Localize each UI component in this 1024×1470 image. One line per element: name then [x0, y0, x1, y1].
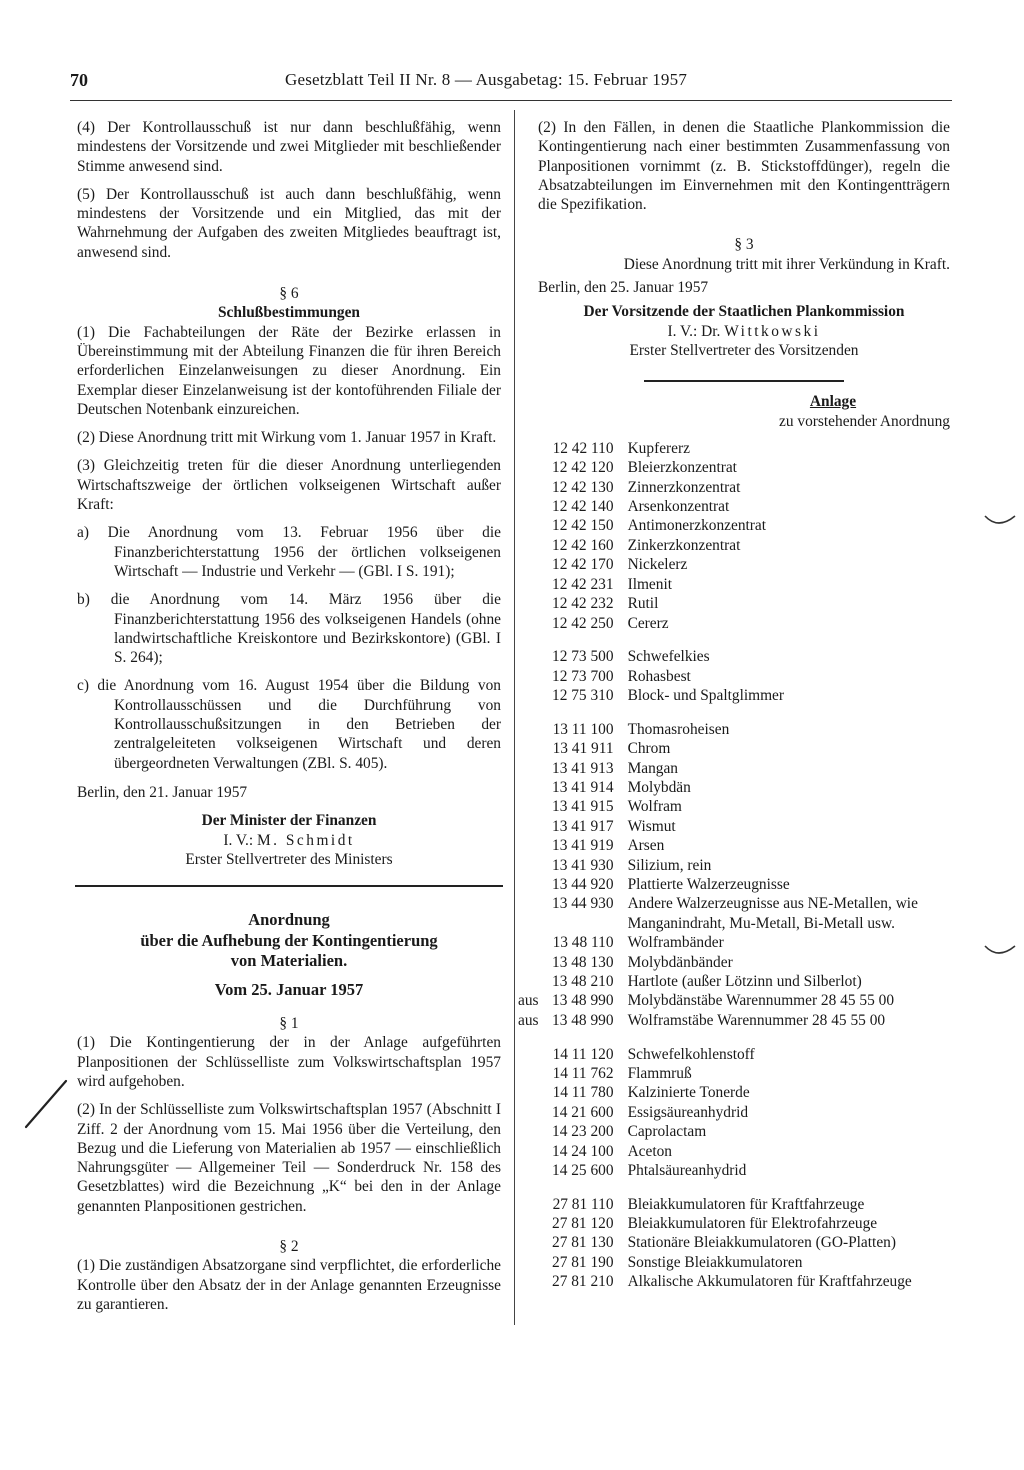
- section-2-number: § 2: [279, 1238, 299, 1256]
- item-description: Schwefelkies: [627, 648, 710, 666]
- item-description: Zinnerzkonzentrat: [627, 478, 741, 496]
- table-spacer-row: [518, 705, 953, 719]
- plan-position-code: 14 23 200: [552, 1123, 614, 1141]
- item-description: Antimonerzkonzentrat: [627, 517, 767, 535]
- item-prefix: [518, 933, 552, 952]
- list-item-b: b) die Anordnung vom 14. März 1956 über die Finanzberichterstattung 1956 des volkseigenen Handels (ohne landwirtschaftliche Kreiskontore und Bezirkskontore) (GBl. I S. 264);: [77, 591, 501, 667]
- right-column: [518, 118, 950, 1292]
- item-description: Wolframbänder: [627, 934, 724, 952]
- ordinance-title-2: über die Aufhebung der Kontingentierung: [140, 930, 438, 950]
- table-row: [518, 1161, 953, 1180]
- place-date-left: Berlin, den 21. Januar 1957: [77, 783, 248, 801]
- plan-position-code: 12 42 140: [552, 498, 614, 516]
- table-row: [518, 1103, 953, 1122]
- item-prefix: [518, 1161, 552, 1180]
- item-description: Cererz: [627, 614, 669, 632]
- item-description: Thomasroheisen: [627, 720, 730, 738]
- section-1-para-2: (2) In der Schlüsselliste zum Volkswirtschaftsplan 1957 (Abschnitt I Ziff. 2 der Anordnung vom 15. Mai 1956 über die Verteilung, den Bezug und die Lieferung von Materialien ab 1957 — einschließlich Nahrungsgüter — Allgemeiner Teil — Sonderdruck Nr. 158 des Gesetzblattes) wird die Bezeichnung „K“ bei den in der Anlage genannten Planpositionen gestrichen.: [77, 1101, 501, 1215]
- item-prefix: [518, 1083, 552, 1102]
- table-row: [518, 933, 953, 952]
- page-header: [70, 70, 950, 96]
- table-row: [518, 953, 953, 972]
- signature-role-left: Erster Stellvertreter des Ministers: [185, 850, 393, 868]
- item-prefix: [518, 1103, 552, 1122]
- item-description: Kupfererz: [627, 439, 690, 457]
- section-separator-rule: [75, 885, 503, 887]
- table-row: [518, 555, 953, 574]
- plan-position-code: 12 73 700: [552, 667, 614, 685]
- table-row: [518, 1122, 953, 1141]
- appendix-table: [518, 439, 953, 1292]
- left-column: [77, 118, 501, 1314]
- plan-position-code: 13 44 920: [552, 875, 614, 893]
- item-description: Block- und Spaltglimmer: [627, 687, 785, 705]
- item-prefix: [518, 458, 552, 477]
- plan-position-code: 27 81 190: [552, 1253, 614, 1271]
- signature-line-right: [538, 322, 950, 341]
- item-description: Wismut: [627, 817, 676, 835]
- signature-iv-left: I. V.:: [223, 831, 254, 849]
- item-prefix: [518, 778, 552, 797]
- item-prefix: [518, 1045, 552, 1064]
- item-description: Rutil: [627, 595, 659, 613]
- item-description: Rohasbest: [627, 667, 691, 685]
- item-description: Sonstige Bleiakkumulatoren: [627, 1253, 803, 1271]
- item-prefix: [518, 575, 552, 594]
- section-1-para-1: (1) Die Kontingentierung der in der Anlage aufgeführten Planpositionen der Schlüsselliste zum Volkswirtschaftsplan 1957 wird aufgehoben.: [77, 1034, 501, 1090]
- plan-position-code: 12 42 130: [552, 478, 614, 496]
- table-row: [518, 1253, 953, 1272]
- signature-line-left: [77, 831, 501, 850]
- item-prefix: [518, 875, 552, 894]
- item-prefix: [518, 1142, 552, 1161]
- table-row: [518, 439, 953, 458]
- plan-position-code: 12 42 250: [552, 614, 614, 632]
- item-prefix: [518, 739, 552, 758]
- list-item-c: c) die Anordnung vom 16. August 1954 über die Bildung von Kontrollausschüssen und die Durchführung von Kontrollausschußsitzungen in den Betrieben der zentralgeleiteten volkseigenen Wirtschaft und deren übergeordneten Verwaltungen (ZBl. S. 405).: [77, 677, 501, 772]
- item-description: Andere Walzerzeugnisse aus NE-Metallen, wie Manganindraht, Mu-Metall, Bi-Metall usw.: [627, 895, 918, 932]
- appendix-rule: [644, 380, 844, 382]
- section-1-number: § 1: [279, 1015, 299, 1033]
- table-row: [518, 667, 953, 686]
- item-description: Molybdänstäbe Warennummer 28 45 55 00: [627, 992, 895, 1010]
- signature-name-left: M. Schmidt: [256, 831, 355, 849]
- plan-position-code: 27 81 130: [552, 1234, 614, 1252]
- section-6-para-2: (2) Diese Anordnung tritt mit Wirkung vom 1. Januar 1957 in Kraft.: [77, 429, 497, 447]
- ordinance-title-1: Anordnung: [248, 910, 330, 930]
- signature-iv-right: I. V.: Dr.: [667, 322, 721, 340]
- column-divider: [514, 110, 515, 1325]
- plan-position-code: 14 25 600: [552, 1161, 614, 1179]
- item-prefix: [518, 1233, 552, 1252]
- item-prefix: [518, 836, 552, 855]
- item-description: Molybdänbänder: [627, 953, 733, 971]
- plan-position-code: 14 21 600: [552, 1103, 614, 1121]
- table-spacer-row: [518, 1030, 953, 1044]
- plan-position-code: 12 42 110: [552, 439, 614, 457]
- plan-position-code: 13 48 110: [552, 934, 614, 952]
- margin-mark-2: [982, 940, 1018, 960]
- plan-position-code: 27 81 120: [552, 1215, 614, 1233]
- margin-mark-1: [982, 510, 1018, 530]
- plan-position-code: 12 42 120: [552, 459, 614, 477]
- item-prefix: [518, 614, 552, 633]
- section-3-number: § 3: [734, 236, 754, 254]
- appendix-table-body: [518, 439, 953, 1292]
- item-prefix: [518, 1122, 552, 1141]
- plan-position-code: 13 48 990: [552, 1011, 614, 1029]
- table-row: [518, 759, 953, 778]
- table-row: [518, 536, 953, 555]
- item-prefix: [518, 720, 552, 739]
- table-row: [518, 817, 953, 836]
- item-description: Zinkerzkonzentrat: [627, 536, 741, 554]
- table-row: [518, 836, 953, 855]
- item-prefix: [518, 686, 552, 705]
- item-description: Ilmenit: [627, 575, 673, 593]
- item-prefix: [518, 647, 552, 666]
- table-spacer-row: [518, 1180, 953, 1194]
- item-description: Wolfram: [627, 798, 682, 816]
- table-row: [518, 1142, 953, 1161]
- table-row: [518, 594, 953, 613]
- plan-position-code: 27 81 210: [552, 1273, 614, 1291]
- item-description: Bleierzkonzentrat: [627, 459, 737, 477]
- table-row: [518, 1064, 953, 1083]
- table-row: [518, 1214, 953, 1233]
- table-row: [518, 1011, 953, 1030]
- table-row: [518, 1045, 953, 1064]
- plan-position-code: 13 48 990: [552, 992, 614, 1010]
- table-row: [518, 991, 953, 1010]
- table-row: [518, 875, 953, 894]
- paragraph-5: (5) Der Kontrollausschuß ist auch dann beschlußfähig, wenn mindestens der Vorsitzende und ein Mitglied, das mit der Wahrnehmung der Aufgaben des zweiten Mitgliedes beauftragt ist, anwesend sind.: [77, 185, 501, 261]
- plan-position-code: 13 11 100: [552, 720, 614, 738]
- item-description: Wolframstäbe Warennummer 28 45 55 00: [627, 1011, 886, 1029]
- item-prefix: [518, 759, 552, 778]
- ordinance-title-3: von Materialien.: [230, 951, 348, 971]
- plan-position-code: 12 42 231: [552, 575, 614, 593]
- item-prefix: [518, 536, 552, 555]
- item-description: Chrom: [627, 740, 671, 758]
- table-spacer-row: [518, 633, 953, 647]
- item-prefix: [518, 817, 552, 836]
- item-description: Molybdän: [627, 778, 691, 796]
- signature-role-right: Erster Stellvertreter des Vorsitzenden: [629, 341, 859, 359]
- item-description: Mangan: [627, 759, 678, 777]
- section-2-para-2: (2) In den Fällen, in denen die Staatliche Plankommission die Kontingentierung nach einer bestimmten Zusammenfassung von Planpositionen vornimmt (z. B. Stickstoffdünger), regeln die Absatzabteilungen im Einvernehmen mit den Kontingentträgern die Spezifikation.: [538, 119, 950, 214]
- plan-position-code: 12 42 160: [552, 536, 614, 554]
- item-prefix: [518, 1195, 552, 1214]
- plan-position-code: 12 73 500: [552, 648, 614, 666]
- table-row: [518, 972, 953, 991]
- page-number: 70: [70, 70, 88, 90]
- table-row: [518, 739, 953, 758]
- section-2-para-1: (1) Die zuständigen Absatzorgane sind verpflichtet, die erforderliche Kontrolle über den Absatz der in der Anlage genannten Erzeugnisse zu garantieren.: [77, 1257, 501, 1313]
- spacer-cell: [518, 633, 953, 647]
- plan-position-code: 14 11 120: [552, 1045, 614, 1063]
- plan-position-code: 13 41 917: [552, 817, 614, 835]
- item-description: Flammruß: [627, 1064, 692, 1082]
- item-prefix: [518, 594, 552, 613]
- section-6-number: § 6: [279, 285, 299, 303]
- appendix-title: Anlage: [809, 393, 857, 411]
- plan-position-code: 13 44 930: [552, 895, 614, 913]
- table-row: [518, 1272, 953, 1291]
- table-row: [518, 647, 953, 666]
- plan-position-code: 12 42 150: [552, 517, 614, 535]
- plan-position-code: 27 81 110: [552, 1195, 614, 1213]
- spacer-cell: [518, 1180, 953, 1194]
- table-row: [518, 1233, 953, 1252]
- table-row: [518, 1195, 953, 1214]
- item-description: Bleiakkumulatoren für Kraftfahrzeuge: [627, 1195, 865, 1213]
- plan-position-code: 14 11 780: [552, 1084, 614, 1102]
- spacer-cell: [518, 1030, 953, 1044]
- plan-position-code: 13 48 210: [552, 973, 614, 991]
- spacer-cell: [518, 705, 953, 719]
- plan-position-code: 14 24 100: [552, 1142, 614, 1160]
- table-row: [518, 1083, 953, 1102]
- item-description: Nickelerz: [627, 556, 688, 574]
- item-description: Kalzinierte Tonerde: [627, 1084, 750, 1102]
- table-row: [518, 516, 953, 535]
- item-prefix: [518, 856, 552, 875]
- item-description: Hartlote (außer Lötzinn und Silberlot): [627, 973, 862, 991]
- item-prefix: [518, 953, 552, 972]
- item-prefix: [518, 1064, 552, 1083]
- section-3-para: Diese Anordnung tritt mit ihrer Verkündung in Kraft.: [623, 255, 950, 273]
- plan-position-code: 14 11 762: [552, 1064, 614, 1082]
- item-description: Aceton: [627, 1142, 673, 1160]
- item-description: Arsenkonzentrat: [627, 498, 730, 516]
- item-prefix: [518, 478, 552, 497]
- item-prefix: [518, 1214, 552, 1233]
- table-row: [518, 894, 953, 933]
- section-6-title: Schlußbestimmungen: [218, 304, 360, 322]
- plan-position-code: 12 42 232: [552, 595, 614, 613]
- item-prefix: [518, 667, 552, 686]
- item-prefix: [518, 1253, 552, 1272]
- item-prefix: [518, 797, 552, 816]
- table-row: [518, 575, 953, 594]
- list-item-a: a) Die Anordnung vom 13. Februar 1956 über die Finanzberichterstattung 1956 der örtlichen volkseigenen Wirtschaft — Industrie und Verkehr — (GBl. I S. 191);: [77, 524, 501, 580]
- handwritten-check-mark: [22, 1075, 70, 1131]
- appendix-subtitle: zu vorstehender Anordnung: [779, 412, 950, 430]
- item-description: Caprolactam: [627, 1123, 707, 1141]
- table-row: [518, 797, 953, 816]
- table-row: [518, 478, 953, 497]
- item-description: Arsen: [627, 837, 665, 855]
- item-prefix: [518, 497, 552, 516]
- table-row: [518, 686, 953, 705]
- table-row: [518, 458, 953, 477]
- item-description: Essigsäureanhydrid: [627, 1103, 749, 1121]
- plan-position-code: 13 41 914: [552, 778, 614, 796]
- item-description: Schwefelkohlenstoff: [627, 1045, 755, 1063]
- item-description: Stationäre Bleiakkumulatoren (GO-Platten): [627, 1234, 896, 1252]
- section-6-para-1: (1) Die Fachabteilungen der Räte der Bezirke erlassen in Übereinstimmung mit der Abteilung Finanzen die für ihren Bereich erforderlichen Einzelanweisungen zu dieser Anordnung. Ein Exemplar dieser Einzelanweisung ist der kontoführenden Filiale der Deutschen Notenbank einzureichen.: [77, 323, 501, 418]
- item-prefix: aus: [518, 992, 539, 1010]
- table-row: [518, 778, 953, 797]
- paragraph-4: (4) Der Kontrollausschuß ist nur dann beschlußfähig, wenn mindestens der Vorsitzende und zwei Mitglieder mit beschließender Stimme anwesend sind.: [77, 119, 501, 175]
- plan-position-code: 12 42 170: [552, 556, 614, 574]
- place-date-right: Berlin, den 25. Januar 1957: [538, 279, 709, 297]
- gazette-title: Gesetzblatt Teil II Nr. 8 — Ausgabetag: 15. Februar 1957: [285, 70, 688, 89]
- table-row: [518, 497, 953, 516]
- item-description: Alkalische Akkumulatoren für Kraftfahrzeuge: [627, 1273, 912, 1291]
- item-description: Bleiakkumulatoren für Elektrofahrzeuge: [627, 1215, 878, 1233]
- plan-position-code: 13 41 930: [552, 856, 614, 874]
- item-prefix: [518, 972, 552, 991]
- table-row: [518, 856, 953, 875]
- item-description: Plattierte Walzerzeugnisse: [627, 875, 790, 893]
- item-prefix: [518, 555, 552, 574]
- plan-position-code: 12 75 310: [552, 687, 614, 705]
- item-prefix: [518, 516, 552, 535]
- plan-position-code: 13 41 915: [552, 798, 614, 816]
- signature-name-right: Wittkowski: [724, 322, 821, 340]
- ordinance-date: Vom 25. Januar 1957: [214, 979, 364, 999]
- item-prefix: [518, 439, 552, 458]
- table-row: [518, 720, 953, 739]
- signature-office-right: Der Vorsitzende der Staatlichen Plankommission: [583, 303, 905, 321]
- plan-position-code: 13 41 911: [552, 740, 614, 758]
- plan-position-code: 13 48 130: [552, 953, 614, 971]
- plan-position-code: 13 41 919: [552, 837, 614, 855]
- section-6-para-3: (3) Gleichzeitig treten für die dieser Anordnung unterliegenden Wirtschaftszweige der örtlichen volkseigenen Wirtschaft außer Kraft:: [77, 457, 501, 514]
- signature-office-left: Der Minister der Finanzen: [201, 812, 377, 830]
- table-row: [518, 614, 953, 633]
- item-prefix: [518, 894, 552, 933]
- item-description: Silizium, rein: [627, 856, 712, 874]
- header-rule: [70, 100, 952, 101]
- item-prefix: aus: [518, 1011, 539, 1029]
- item-prefix: [518, 1272, 552, 1291]
- item-description: Phtalsäureanhydrid: [627, 1161, 747, 1179]
- plan-position-code: 13 41 913: [552, 759, 614, 777]
